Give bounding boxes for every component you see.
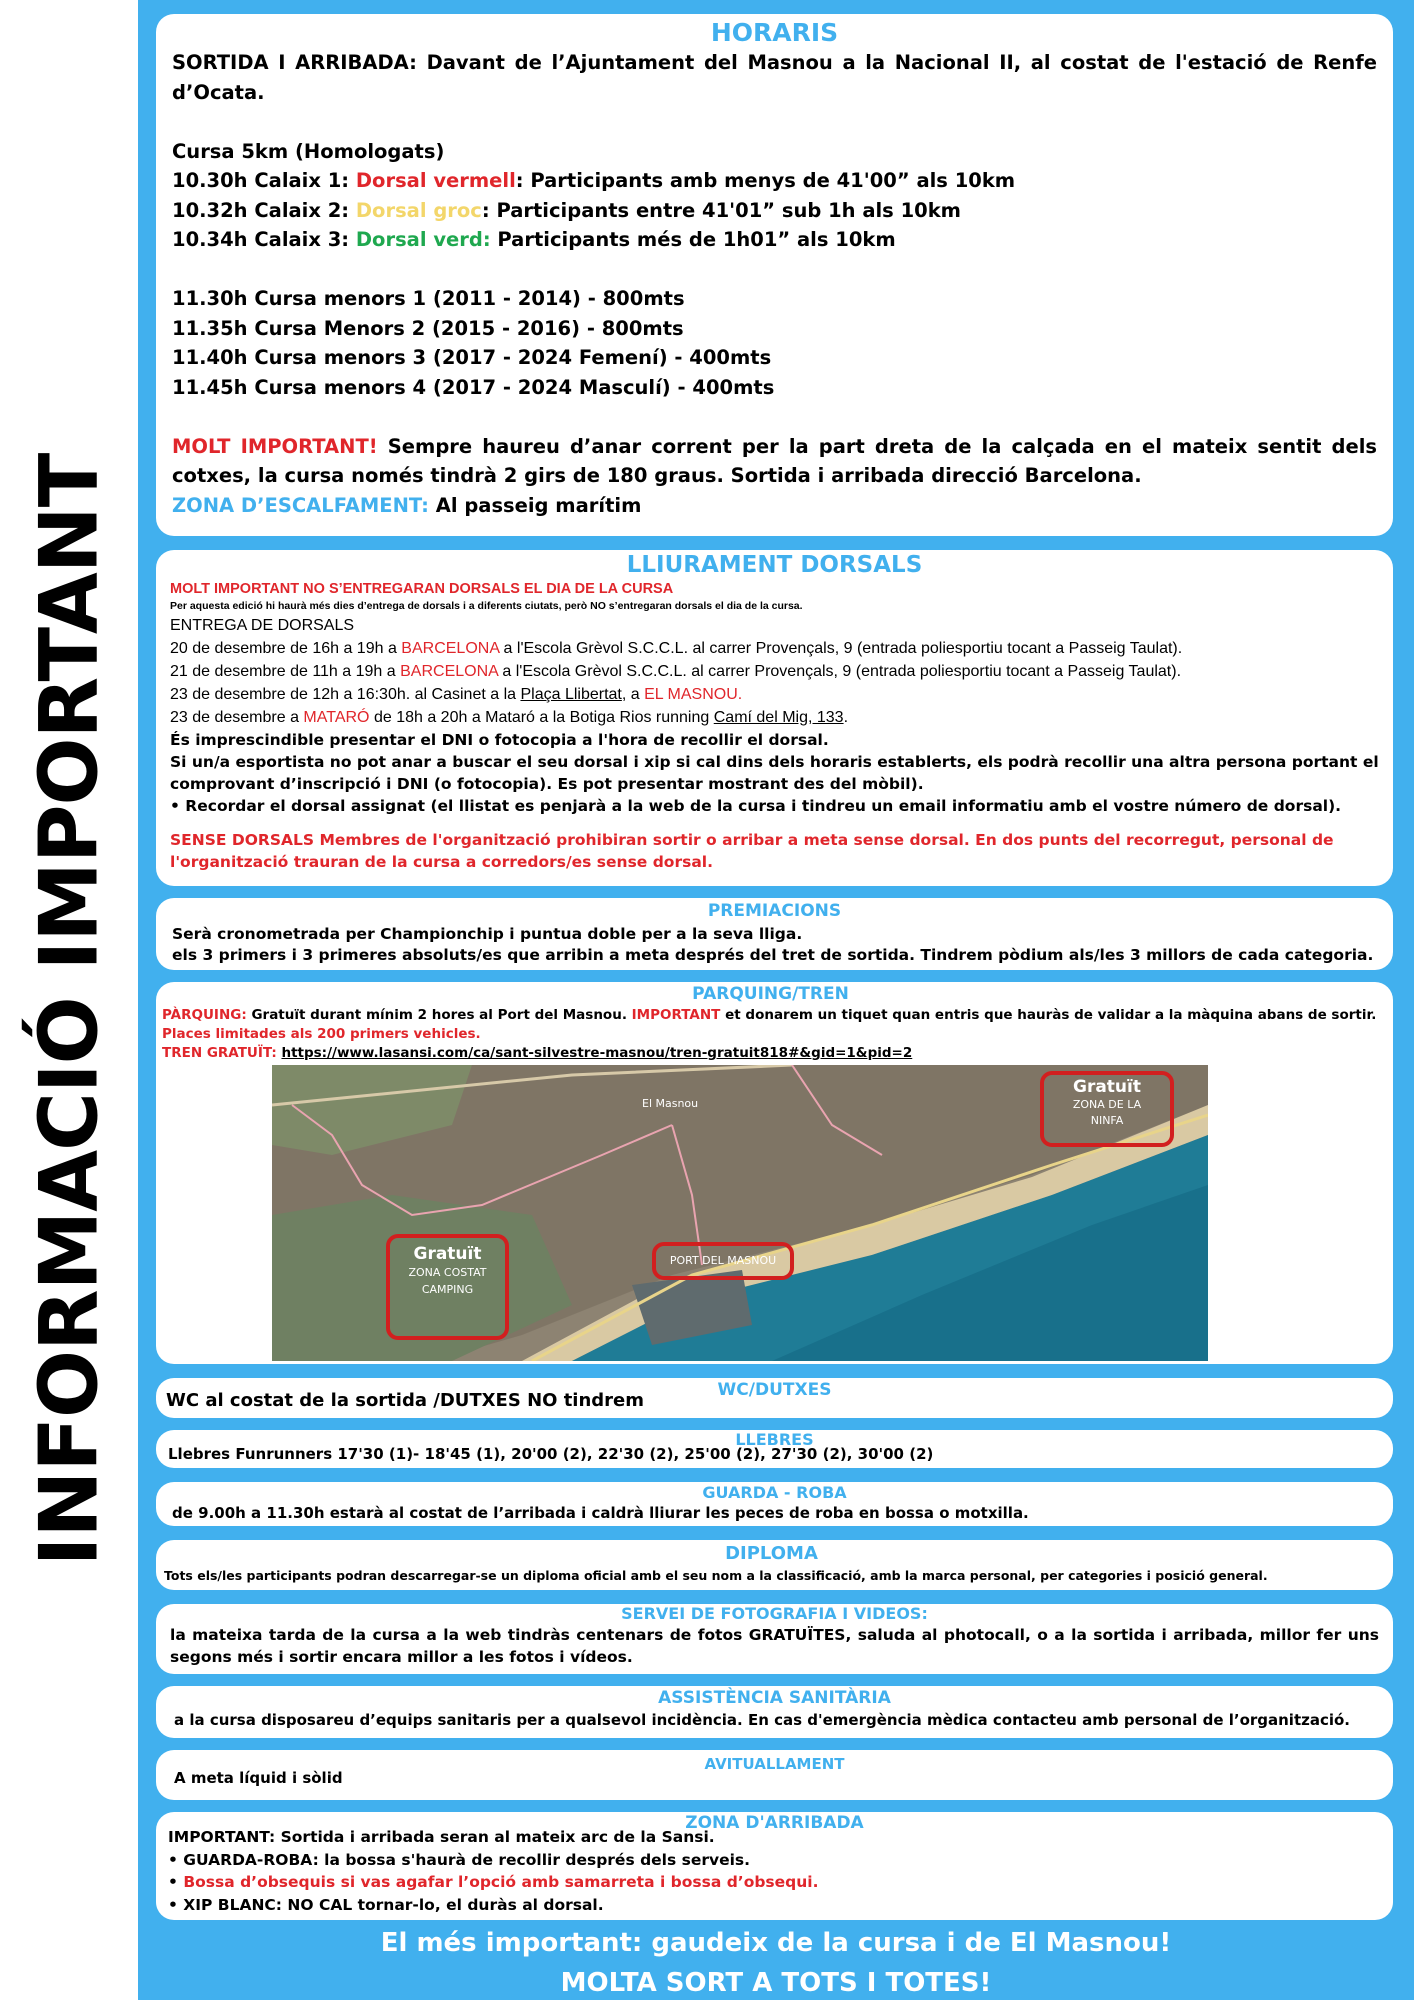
entrega-20 xyxy=(170,637,1379,660)
foto-text: la mateixa tarda de la cursa a la web tindràs centenars de fotos GRATUÏTES, saluda al photocall, o a la sortida i arribada, millor fer uns segons més i sortir encara millor a les fotos i vídeos. xyxy=(170,1626,1379,1666)
arribada-bullet: • xyxy=(168,1873,184,1891)
calaix1-line xyxy=(172,166,1377,196)
footer-line-2: MOLTA SORT A TOTS I TOTES! xyxy=(560,1968,992,1998)
cursa5k-heading: Cursa 5km (Homologats) xyxy=(172,139,445,163)
map-box-ninfa-sub: ZONA DE LA NINFA xyxy=(1072,1098,1142,1127)
sortida-line xyxy=(172,48,1377,107)
diploma-card xyxy=(156,1540,1393,1590)
entrega-20-date: 20 de desembre de 16h a 19h a xyxy=(170,640,402,657)
parquing-text-1: Gratuït durant mínim 2 hores al Port del Masnou. xyxy=(246,1007,632,1023)
entrega-23b-date: 23 de desembre a xyxy=(170,709,304,726)
dorsals-note: Per aquesta edició hi haurà més dies d’entrega de dorsals i a diferents ciutats, però NO s’entregaran dorsals el dia de la cursa. xyxy=(170,600,803,612)
entrega-23b xyxy=(170,706,1379,729)
entrega-23a-date: 23 de desembre de 12h a 16:30h. al Casinet a la xyxy=(170,686,521,703)
menors-line-3: 11.40h Cursa menors 3 (2017 - 2024 Femení) - 400mts xyxy=(172,346,772,369)
dorsals-card xyxy=(156,550,1393,886)
dorsals-warning: MOLT IMPORTANT NO S’ENTREGARAN DORSALS EL DIA DE LA CURSA xyxy=(170,581,674,597)
arribada-line-2: • GUARDA-ROBA: la bossa s'haurà de recollir després dels serveis. xyxy=(168,1850,751,1869)
wc-card xyxy=(156,1378,1393,1418)
entrega-23b-mid: de 18h a 20h a Mataró a la Botiga Rios running xyxy=(369,709,714,726)
diploma-text: Tots els/les participants podran descarregar-se un diploma oficial amb el seu nom a la classificació, amb la marca personal, per categories i posició general. xyxy=(164,1568,1268,1583)
diploma-title: DIPLOMA xyxy=(725,1543,818,1564)
calaix1-desc: : Participants amb menys de 41'00” als 10km xyxy=(515,169,1016,192)
calaix2-time: 10.32h Calaix 2: xyxy=(172,198,356,222)
si-line: Si un/a esportista no pot anar a buscar el seu dorsal i xip si cal dins dels horaris establerts, els podrà recollir una altra persona portant el comprovant d’inscripció i DNI (o fotocopia). Es pot presentar mostrant des del mòbil). xyxy=(170,753,1379,793)
calaix3-desc: Participants més de 1h01” als 10km xyxy=(490,228,896,251)
wc-text: WC al costat de la sortida /DUTXES NO tindrem xyxy=(166,1390,645,1411)
map-box-camping-title: Gratuït xyxy=(413,1244,482,1264)
footer-line-1: El més important: gaudeix de la cursa i de El Masnou! xyxy=(380,1928,1172,1958)
calaix3-time: 10.34h Calaix 3: xyxy=(172,228,356,251)
town-label: El Masnou xyxy=(642,1097,699,1110)
horaris-card xyxy=(156,14,1393,536)
menors-line-1: 11.30h Cursa menors 1 (2011 - 2014) - 800mts xyxy=(172,287,685,310)
guarda-title: GUARDA - ROBA xyxy=(702,1483,847,1502)
premiacions-title: PREMIACIONS xyxy=(707,901,842,921)
premiacions-card xyxy=(156,898,1393,970)
tren-line xyxy=(162,1044,1379,1063)
menors-line-2: 11.35h Cursa Menors 2 (2015 - 2016) - 800mts xyxy=(172,316,684,340)
guarda-card xyxy=(156,1482,1393,1526)
avituallament-card xyxy=(156,1750,1393,1800)
arribada-line-4: • XIP BLANC: NO CAL tornar-lo, el duràs al dorsal. xyxy=(168,1895,604,1914)
foto-card xyxy=(156,1604,1393,1674)
dorsal-verd: Dorsal verd: xyxy=(355,228,491,251)
parquing-label: PÀRQUING: xyxy=(162,1007,247,1023)
tren-link[interactable]: https://www.lasansi.com/ca/sant-silvestre-masnou/tren-gratuit818#&gid=1&pid=2 xyxy=(281,1045,913,1061)
sortida-label: SORTIDA I ARRIBADA: xyxy=(172,51,417,74)
side-title: INFORMACIÓ IMPORTANT xyxy=(22,453,116,1567)
arribada-title: ZONA D'ARRIBADA xyxy=(685,1813,864,1833)
tren-label: TREN GRATUÏT: xyxy=(162,1045,277,1061)
entrega-heading: ENTREGA DE DORSALS xyxy=(170,617,355,634)
map-box-camping-sub: ZONA COSTAT CAMPING xyxy=(408,1266,487,1296)
entrega-21-place: a l'Escola Grèvol S.C.C.L. al carrer Provençals, 9 (entrada poliesportiu tocant a Passeig Taulat). xyxy=(497,663,1182,680)
arribada-line-1: IMPORTANT: Sortida i arribada seran al mateix arc de la Sansi. xyxy=(168,1828,715,1846)
wc-title: WC/DUTXES xyxy=(717,1380,832,1400)
dorsals-title: LLIURAMENT DORSALS xyxy=(626,552,923,578)
sortida-text: Davant de l’Ajuntament del Masnou a la Nacional II, al costat de l'estació de Renfe d’Ocata. xyxy=(172,51,1378,104)
molt-important-line xyxy=(172,432,1377,491)
dni-line: És imprescindible presentar el DNI o fotocopia a l'hora de recollir el dorsal. xyxy=(170,731,829,749)
entrega-20-place: a l'Escola Grèvol S.C.C.L. al carrer Provençals, 9 (entrada poliesportiu tocant a Passeig Taulat). xyxy=(499,640,1183,657)
map-box-port-title: PORT DEL MASNOU xyxy=(669,1254,777,1267)
avituallament-title: AVITUALLAMENT xyxy=(704,1755,845,1773)
entrega-23a-city: EL MASNOU. xyxy=(644,686,743,703)
avituallament-text: A meta líquid i sòlid xyxy=(174,1769,343,1787)
calaix2-line xyxy=(172,196,1377,226)
sense-dorsals-line: SENSE DORSALS Membres de l'organització prohibiran sortir o arribar a meta sense dorsal. En dos punts del recorregut, personal de l'organització trauran de la cursa a corredors/es sense dorsal. xyxy=(170,831,1334,871)
horaris-title: HORARIS xyxy=(710,18,839,47)
arribada-card xyxy=(156,1812,1393,1920)
parquing-title: PARQUING/TREN xyxy=(692,984,849,1004)
entrega-21 xyxy=(170,660,1379,683)
zona-escalfament-text: Al passeig marítim xyxy=(428,493,642,517)
calaix2-desc: : Participants entre 41'01” sub 1h als 10km xyxy=(481,198,961,222)
entrega-20-city: BARCELONA xyxy=(401,640,500,657)
parking-map xyxy=(272,1065,1208,1361)
guarda-text: de 9.00h a 11.30h estarà al costat de l’arribada i caldrà lliurar les peces de roba en bossa o motxilla. xyxy=(172,1504,1029,1522)
llebres-card xyxy=(156,1430,1393,1468)
sanitaria-card xyxy=(156,1686,1393,1738)
molt-important-label: MOLT IMPORTANT! xyxy=(172,434,378,458)
sanitaria-text: a la cursa disposareu d’equips sanitaris per a qualsevol incidència. En cas d'emergència mèdica contacteu amb personal de l’organització. xyxy=(174,1711,1351,1729)
llebres-title: LLEBRES xyxy=(735,1430,814,1449)
map-box-ninfa-title: Gratuït xyxy=(1073,1077,1141,1097)
zona-escalfament-line xyxy=(172,491,1377,521)
entrega-23b-city: MATARÓ xyxy=(303,709,370,726)
molt-important-text: Sempre haureu d’anar corrent per la part dreta de la calçada en el mateix sentit dels cotxes, la cursa només tindrà 2 girs de 180 graus. Sortida i arribada direcció Barcelona. xyxy=(172,434,1377,487)
calaix1-time: 10.30h Calaix 1: xyxy=(172,169,356,192)
entrega-23b-post: . xyxy=(843,709,849,726)
map-box-ninfa xyxy=(1040,1071,1174,1147)
entrega-21-date: 21 de desembre de 11h a 19h a xyxy=(170,663,401,680)
menors-line-4: 11.45h Cursa menors 4 (2017 - 2024 Masculí) - 400mts xyxy=(172,375,775,399)
entrega-21-city: BARCELONA xyxy=(400,663,498,680)
llebres-text: Llebres Funrunners 17'30 (1)- 18'45 (1), 20'00 (2), 22'30 (2), 25'00 (2), 27'30 (2), 30'00 (2) xyxy=(168,1445,934,1463)
side-panel xyxy=(0,0,138,2000)
cami-del-mig-link[interactable]: Camí del Mig, 133 xyxy=(713,709,844,726)
parquing-line xyxy=(162,1006,1379,1025)
arribada-line-3 xyxy=(168,1871,819,1894)
sanitaria-title: ASSISTÈNCIA SANITÀRIA xyxy=(658,1688,891,1708)
premiacions-line-2: els 3 primers i 3 primeres absoluts/es que arribin a meta després del tret de sortida. Tindrem pòdium als/les 3 millors de cada categoria. xyxy=(172,946,1374,964)
recordar-line: • Recordar el dorsal assignat (el llistat es penjarà a la web de la cursa i tindreu un email informatiu amb el vostre número de dorsal). xyxy=(170,797,1342,815)
foto-title: SERVEI DE FOTOGRAFIA I VIDEOS: xyxy=(621,1604,928,1623)
bossa-obsequis: Bossa d’obsequis si vas agafar l’opció amb samarreta i bossa d’obsequi. xyxy=(183,1873,819,1891)
calaix3-line xyxy=(172,225,1377,255)
parquing-important: IMPORTANT xyxy=(631,1007,721,1023)
dorsal-vermell: Dorsal vermell xyxy=(355,169,516,192)
map-box-camping xyxy=(386,1234,509,1340)
places-limitades: Places limitades als 200 primers vehicles. xyxy=(162,1026,481,1042)
entrega-23a xyxy=(170,683,1379,706)
placa-llibertat-link[interactable]: Plaça Llibertat xyxy=(520,686,622,703)
parquing-text-2: et donarem un tiquet quan entris que hauràs de validar a la màquina abans de sortir. xyxy=(720,1007,1377,1023)
premiacions-line-1: Serà cronometrada per Championchip i puntua doble per a la seva lliga. xyxy=(172,925,803,943)
dorsal-groc: Dorsal groc xyxy=(355,198,482,222)
zona-escalfament-label: ZONA D’ESCALFAMENT: xyxy=(172,493,429,517)
entrega-23a-mid: , a xyxy=(621,686,645,703)
map-box-port xyxy=(652,1242,794,1280)
